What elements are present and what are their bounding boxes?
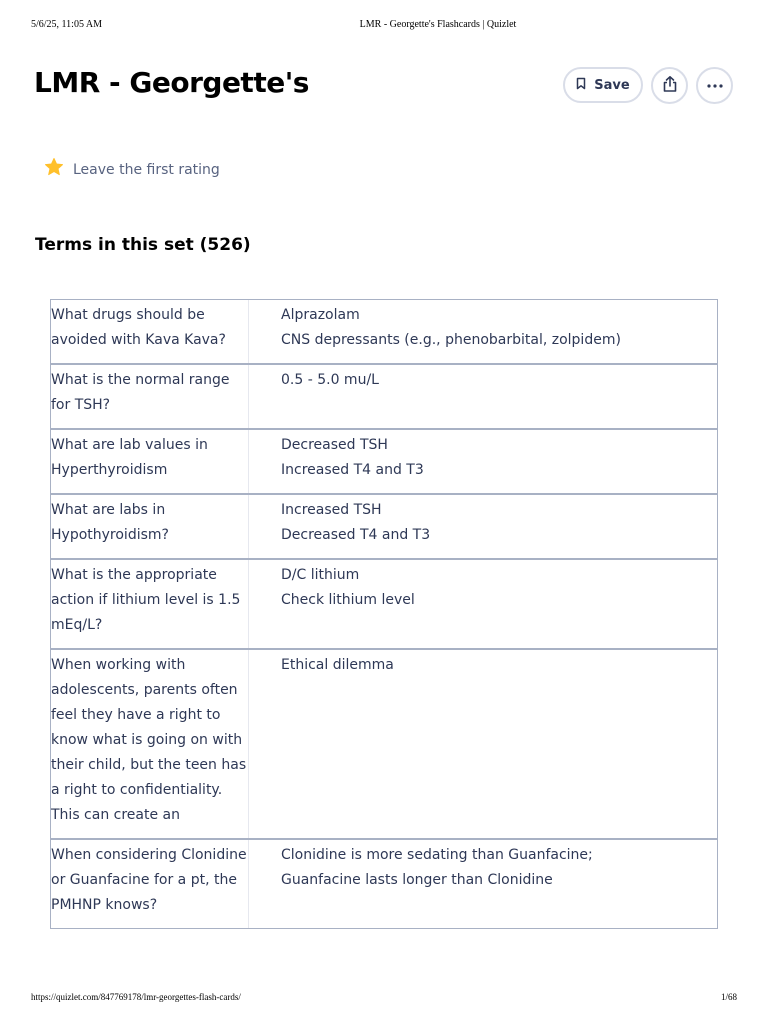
card-definition xyxy=(249,365,717,428)
print-date: 5/6/25, 11:05 AM xyxy=(31,19,103,30)
rating-link[interactable] xyxy=(44,157,220,182)
share-icon xyxy=(661,75,679,97)
definition-line: Increased TSH xyxy=(281,502,382,518)
print-page-number: 1/68 xyxy=(720,992,737,1002)
rating-label: Leave the first rating xyxy=(73,161,220,178)
card-term: When considering Clonidine or Guanfacine for a pt, the PMHNP knows? xyxy=(51,840,249,928)
table-row xyxy=(51,365,717,430)
flashcard-list xyxy=(50,299,718,929)
header-actions xyxy=(563,67,733,104)
terms-heading: Terms in this set (526) xyxy=(35,235,251,255)
definition-line: Check lithium level xyxy=(281,592,415,608)
definition-line: Alprazolam xyxy=(281,307,360,323)
table-row xyxy=(51,560,717,650)
card-definition xyxy=(249,560,717,648)
star-icon xyxy=(44,157,64,182)
save-button[interactable] xyxy=(563,67,643,103)
definition-line: 0.5 - 5.0 mu/L xyxy=(281,372,379,388)
card-term: What is the appropriate action if lithium level is 1.5 mEq/L? xyxy=(51,560,249,648)
table-row xyxy=(51,495,717,560)
card-definition xyxy=(249,650,717,838)
table-row xyxy=(51,650,717,840)
more-options-button[interactable] xyxy=(696,67,733,104)
card-definition xyxy=(249,430,717,493)
card-term: What is the normal range for TSH? xyxy=(51,365,249,428)
table-row xyxy=(51,430,717,495)
definition-line: Decreased T4 and T3 xyxy=(281,527,431,543)
print-url: https://quizlet.com/847769178/lmr-georgettes-flash-cards/ xyxy=(31,992,241,1002)
card-term: What are labs in Hypothyroidism? xyxy=(51,495,249,558)
card-definition xyxy=(249,840,717,928)
definition-line: Clonidine is more sedating than Guanfacine; xyxy=(281,847,593,863)
save-button-label: Save xyxy=(594,77,630,93)
definition-line: Guanfacine lasts longer than Clonidine xyxy=(281,872,553,888)
definition-line: CNS depressants (e.g., phenobarbital, zolpidem) xyxy=(281,332,621,348)
more-icon xyxy=(706,78,724,93)
page-title: LMR - Georgette's xyxy=(34,66,309,99)
table-row xyxy=(51,840,717,928)
share-button[interactable] xyxy=(651,67,688,104)
card-definition xyxy=(249,300,717,363)
definition-line: D/C lithium xyxy=(281,567,360,583)
bookmark-icon xyxy=(576,77,586,94)
card-term: When working with adolescents, parents often feel they have a right to know what is going on with their child, but the teen has a right to confidentiality. This can create an xyxy=(51,650,249,838)
card-term: What drugs should be avoided with Kava Kava? xyxy=(51,300,249,363)
card-definition xyxy=(249,495,717,558)
table-row xyxy=(51,300,717,365)
print-document-title: LMR - Georgette's Flashcards | Quizlet xyxy=(359,19,517,30)
card-term: What are lab values in Hyperthyroidism xyxy=(51,430,249,493)
definition-line: Increased T4 and T3 xyxy=(281,462,424,478)
definition-line: Ethical dilemma xyxy=(281,657,394,673)
definition-line: Decreased TSH xyxy=(281,437,388,453)
